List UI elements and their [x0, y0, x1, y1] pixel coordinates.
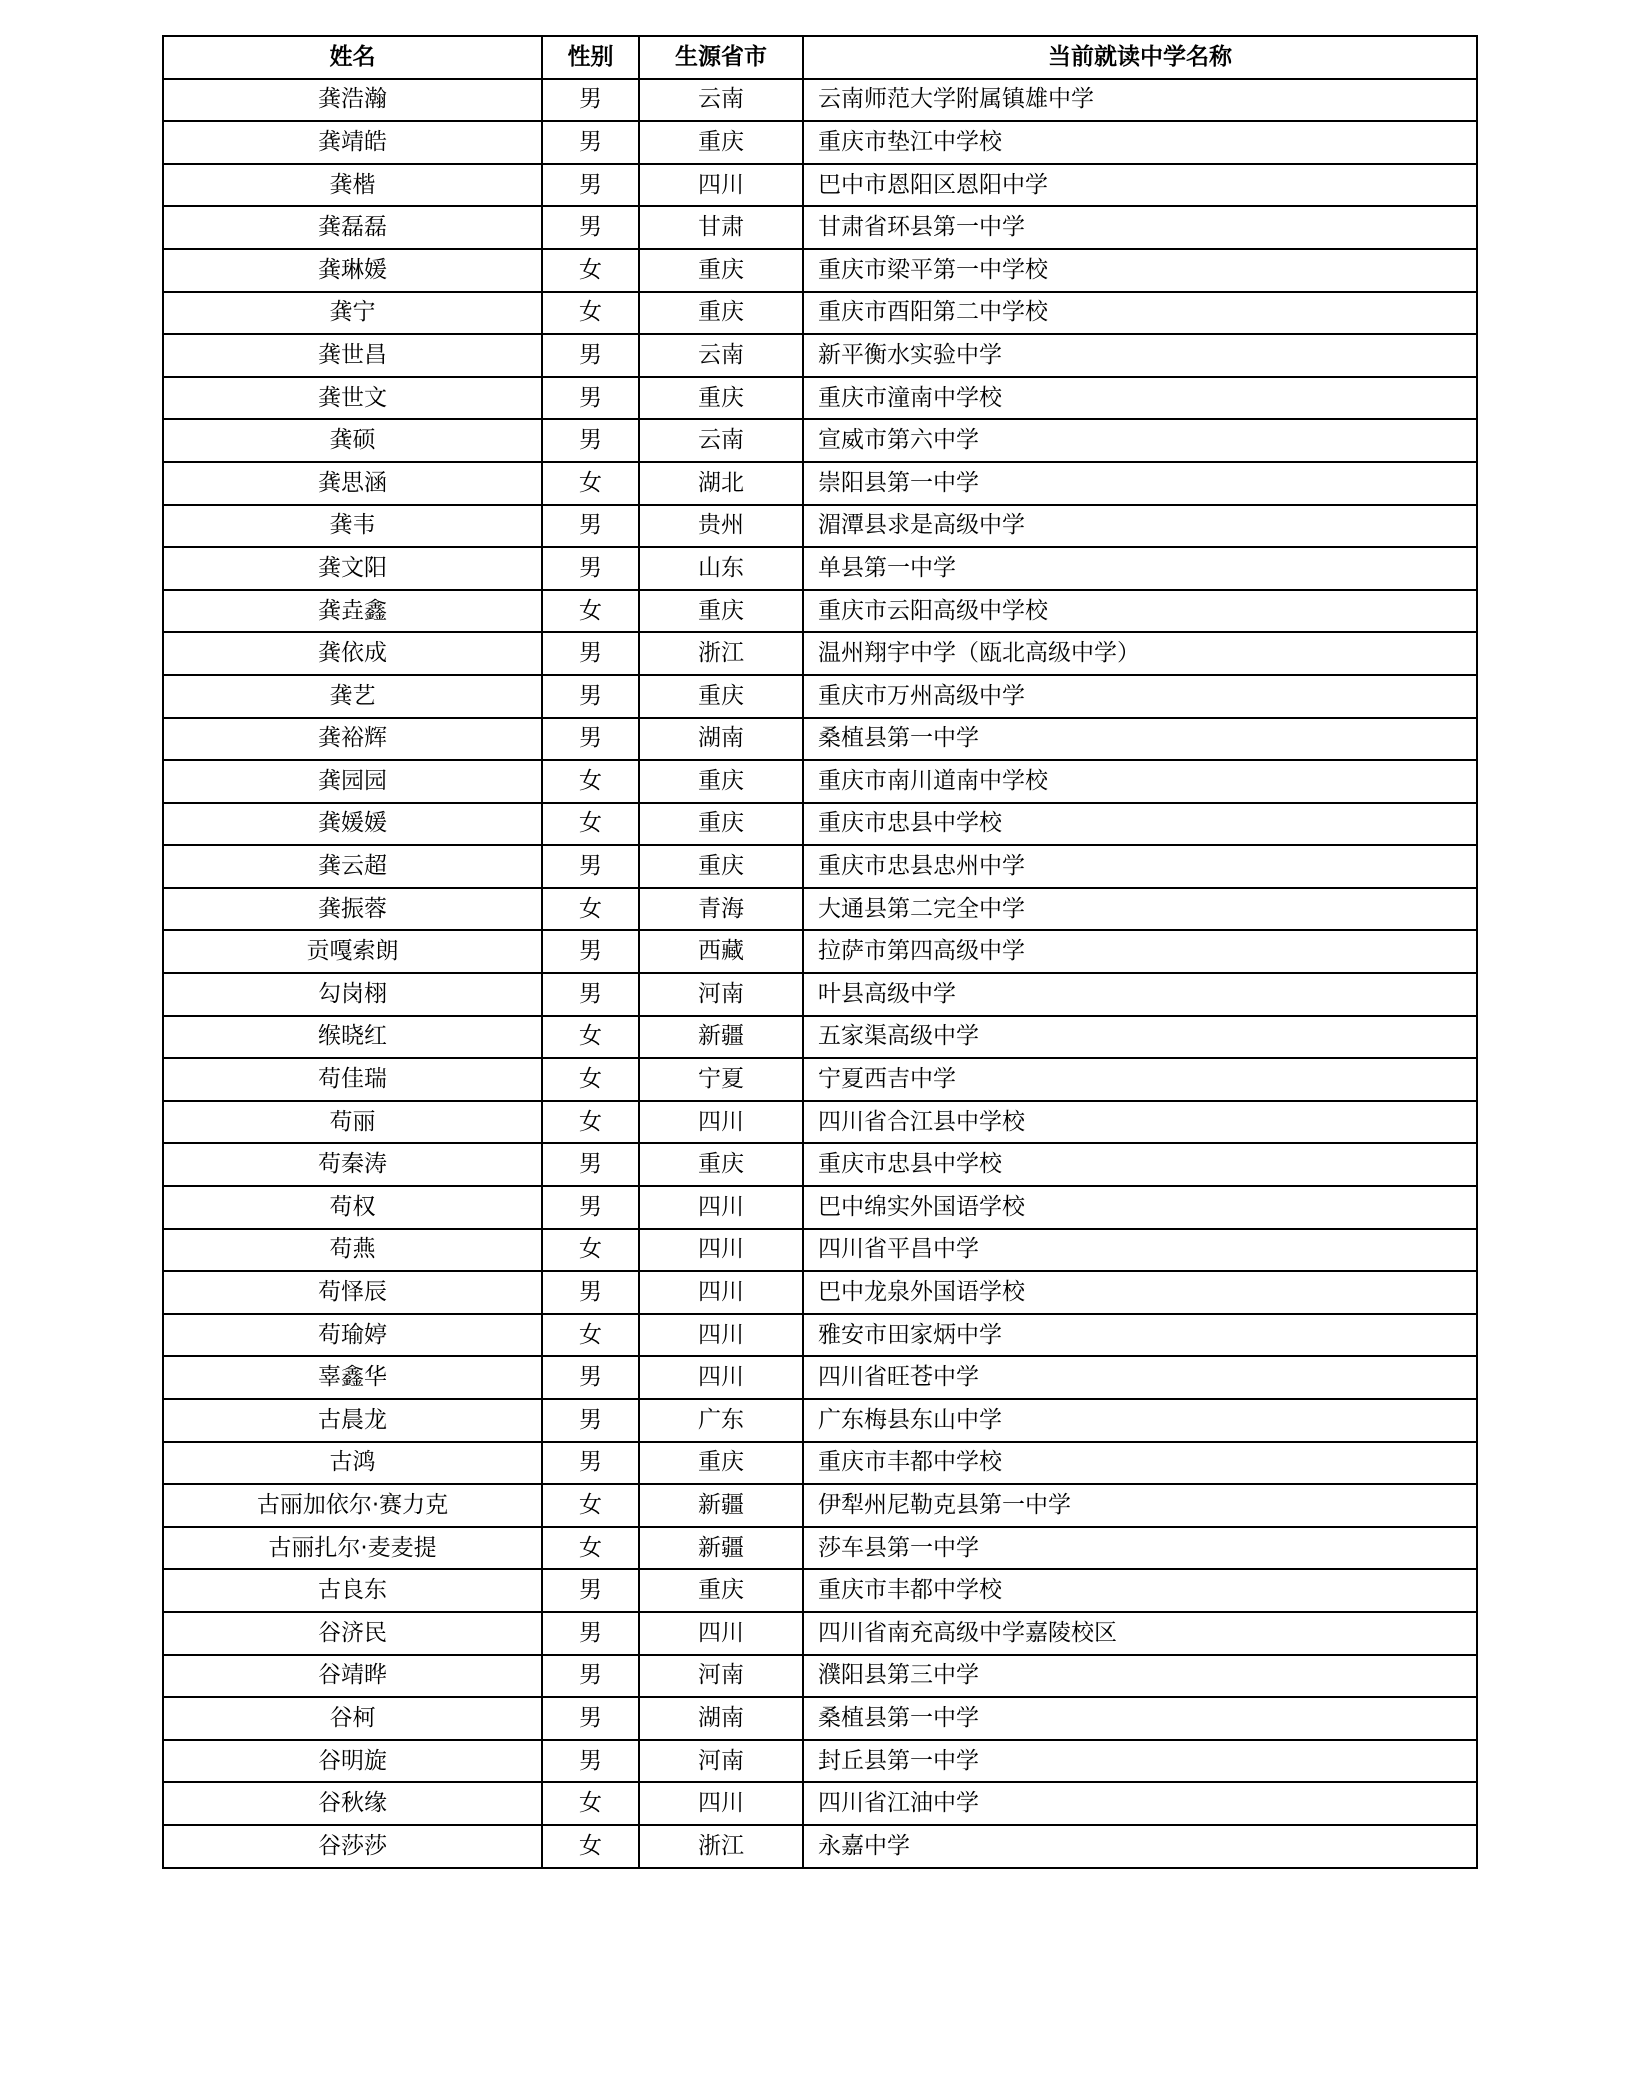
cell-name: 龚思涵 — [163, 462, 542, 505]
cell-gender: 男 — [542, 334, 639, 377]
cell-gender: 女 — [542, 803, 639, 846]
cell-province: 重庆 — [639, 845, 803, 888]
table-row — [163, 1569, 1477, 1612]
cell-gender: 男 — [542, 1569, 639, 1612]
cell-province: 重庆 — [639, 121, 803, 164]
cell-school: 重庆市云阳高级中学校 — [803, 590, 1477, 633]
cell-name: 龚媛媛 — [163, 803, 542, 846]
cell-name: 古丽加依尔·赛力克 — [163, 1484, 542, 1527]
cell-school: 濮阳县第三中学 — [803, 1655, 1477, 1698]
cell-province: 新疆 — [639, 1484, 803, 1527]
cell-gender: 女 — [542, 1825, 639, 1868]
table-row — [163, 1655, 1477, 1698]
cell-school: 重庆市酉阳第二中学校 — [803, 292, 1477, 335]
cell-school: 叶县高级中学 — [803, 973, 1477, 1016]
cell-province: 新疆 — [639, 1527, 803, 1570]
cell-gender: 女 — [542, 590, 639, 633]
cell-name: 辜鑫华 — [163, 1356, 542, 1399]
cell-name: 龚琳媛 — [163, 249, 542, 292]
cell-school: 单县第一中学 — [803, 547, 1477, 590]
cell-province: 四川 — [639, 1314, 803, 1357]
cell-province: 四川 — [639, 1782, 803, 1825]
table-row — [163, 547, 1477, 590]
cell-province: 湖南 — [639, 1697, 803, 1740]
cell-province: 重庆 — [639, 675, 803, 718]
cell-province: 广东 — [639, 1399, 803, 1442]
table-row — [163, 1484, 1477, 1527]
cell-name: 苟怿辰 — [163, 1271, 542, 1314]
cell-name: 龚园园 — [163, 760, 542, 803]
cell-gender: 男 — [542, 1143, 639, 1186]
cell-province: 山东 — [639, 547, 803, 590]
cell-province: 河南 — [639, 1740, 803, 1783]
table-body — [163, 79, 1477, 1868]
cell-gender: 男 — [542, 164, 639, 207]
table-row — [163, 1016, 1477, 1059]
table-row — [163, 121, 1477, 164]
cell-name: 龚楷 — [163, 164, 542, 207]
cell-province: 重庆 — [639, 292, 803, 335]
cell-gender: 男 — [542, 1186, 639, 1229]
cell-province: 浙江 — [639, 1825, 803, 1868]
cell-name: 古鸿 — [163, 1442, 542, 1485]
table-row — [163, 1442, 1477, 1485]
cell-gender: 女 — [542, 1101, 639, 1144]
cell-province: 四川 — [639, 164, 803, 207]
cell-name: 谷柯 — [163, 1697, 542, 1740]
cell-name: 勾岗栩 — [163, 973, 542, 1016]
cell-gender: 女 — [542, 1016, 639, 1059]
table-row — [163, 206, 1477, 249]
table-row — [163, 334, 1477, 377]
cell-school: 重庆市潼南中学校 — [803, 377, 1477, 420]
cell-gender: 男 — [542, 845, 639, 888]
table-row — [163, 249, 1477, 292]
cell-gender: 男 — [542, 377, 639, 420]
cell-name: 龚靖皓 — [163, 121, 542, 164]
cell-gender: 女 — [542, 1058, 639, 1101]
cell-gender: 女 — [542, 1229, 639, 1272]
cell-name: 龚宁 — [163, 292, 542, 335]
cell-gender: 男 — [542, 206, 639, 249]
cell-name: 龚韦 — [163, 505, 542, 548]
table-row — [163, 718, 1477, 761]
cell-name: 谷济民 — [163, 1612, 542, 1655]
table-row — [163, 888, 1477, 931]
table-row — [163, 1101, 1477, 1144]
cell-school: 重庆市丰都中学校 — [803, 1442, 1477, 1485]
cell-gender: 女 — [542, 292, 639, 335]
cell-name: 龚磊磊 — [163, 206, 542, 249]
cell-gender: 女 — [542, 1314, 639, 1357]
cell-gender: 男 — [542, 973, 639, 1016]
cell-province: 四川 — [639, 1229, 803, 1272]
header-province: 生源省市 — [639, 36, 803, 79]
cell-school: 崇阳县第一中学 — [803, 462, 1477, 505]
table-row — [163, 1399, 1477, 1442]
cell-name: 谷秋缘 — [163, 1782, 542, 1825]
cell-province: 重庆 — [639, 1569, 803, 1612]
cell-school: 四川省平昌中学 — [803, 1229, 1477, 1272]
cell-province: 河南 — [639, 1655, 803, 1698]
cell-school: 大通县第二完全中学 — [803, 888, 1477, 931]
cell-gender: 男 — [542, 718, 639, 761]
cell-province: 重庆 — [639, 249, 803, 292]
cell-name: 苟秦涛 — [163, 1143, 542, 1186]
cell-school: 巴中龙泉外国语学校 — [803, 1271, 1477, 1314]
table-row — [163, 803, 1477, 846]
cell-gender: 女 — [542, 760, 639, 803]
student-roster-table — [162, 35, 1478, 1869]
cell-name: 苟丽 — [163, 1101, 542, 1144]
cell-province: 四川 — [639, 1356, 803, 1399]
cell-school: 重庆市南川道南中学校 — [803, 760, 1477, 803]
cell-name: 龚文阳 — [163, 547, 542, 590]
cell-province: 四川 — [639, 1271, 803, 1314]
cell-gender: 男 — [542, 930, 639, 973]
header-name: 姓名 — [163, 36, 542, 79]
cell-school: 巴中市恩阳区恩阳中学 — [803, 164, 1477, 207]
table-row — [163, 505, 1477, 548]
cell-school: 永嘉中学 — [803, 1825, 1477, 1868]
cell-school: 封丘县第一中学 — [803, 1740, 1477, 1783]
cell-gender: 女 — [542, 462, 639, 505]
cell-school: 桑植县第一中学 — [803, 718, 1477, 761]
cell-province: 贵州 — [639, 505, 803, 548]
cell-school: 四川省旺苍中学 — [803, 1356, 1477, 1399]
cell-name: 龚裕辉 — [163, 718, 542, 761]
cell-school: 宣威市第六中学 — [803, 419, 1477, 462]
cell-school: 甘肃省环县第一中学 — [803, 206, 1477, 249]
table-row — [163, 590, 1477, 633]
cell-school: 雅安市田家炳中学 — [803, 1314, 1477, 1357]
cell-name: 龚垚鑫 — [163, 590, 542, 633]
cell-gender: 男 — [542, 1740, 639, 1783]
cell-province: 重庆 — [639, 760, 803, 803]
cell-school: 重庆市垫江中学校 — [803, 121, 1477, 164]
cell-school: 重庆市万州高级中学 — [803, 675, 1477, 718]
table-row — [163, 1697, 1477, 1740]
cell-school: 温州翔宇中学（瓯北高级中学） — [803, 632, 1477, 675]
cell-school: 巴中绵实外国语学校 — [803, 1186, 1477, 1229]
table-row — [163, 1186, 1477, 1229]
cell-name: 古丽扎尔·麦麦提 — [163, 1527, 542, 1570]
cell-name: 龚依成 — [163, 632, 542, 675]
cell-gender: 男 — [542, 505, 639, 548]
cell-name: 谷莎莎 — [163, 1825, 542, 1868]
cell-school: 四川省合江县中学校 — [803, 1101, 1477, 1144]
cell-province: 云南 — [639, 334, 803, 377]
cell-gender: 女 — [542, 249, 639, 292]
cell-name: 古晨龙 — [163, 1399, 542, 1442]
cell-school: 四川省南充高级中学嘉陵校区 — [803, 1612, 1477, 1655]
table-row — [163, 377, 1477, 420]
cell-province: 四川 — [639, 1101, 803, 1144]
cell-name: 苟瑜婷 — [163, 1314, 542, 1357]
cell-province: 湖北 — [639, 462, 803, 505]
cell-name: 龚云超 — [163, 845, 542, 888]
header-gender: 性别 — [542, 36, 639, 79]
header-school: 当前就读中学名称 — [803, 36, 1477, 79]
cell-gender: 男 — [542, 1271, 639, 1314]
header-row — [163, 36, 1477, 79]
table-row — [163, 845, 1477, 888]
cell-province: 四川 — [639, 1612, 803, 1655]
cell-gender: 女 — [542, 1484, 639, 1527]
cell-gender: 男 — [542, 121, 639, 164]
cell-name: 龚世昌 — [163, 334, 542, 377]
cell-gender: 女 — [542, 888, 639, 931]
cell-school: 湄潭县求是高级中学 — [803, 505, 1477, 548]
cell-school: 重庆市忠县忠州中学 — [803, 845, 1477, 888]
cell-province: 浙江 — [639, 632, 803, 675]
cell-name: 古良东 — [163, 1569, 542, 1612]
cell-school: 重庆市忠县中学校 — [803, 803, 1477, 846]
cell-school: 广东梅县东山中学 — [803, 1399, 1477, 1442]
cell-school: 重庆市梁平第一中学校 — [803, 249, 1477, 292]
cell-province: 云南 — [639, 79, 803, 122]
table-row — [163, 1143, 1477, 1186]
cell-school: 四川省江油中学 — [803, 1782, 1477, 1825]
cell-name: 龚硕 — [163, 419, 542, 462]
table-row — [163, 79, 1477, 122]
cell-school: 莎车县第一中学 — [803, 1527, 1477, 1570]
table-row — [163, 1825, 1477, 1868]
table-row — [163, 292, 1477, 335]
cell-province: 甘肃 — [639, 206, 803, 249]
cell-school: 重庆市丰都中学校 — [803, 1569, 1477, 1612]
cell-name: 龚艺 — [163, 675, 542, 718]
cell-school: 桑植县第一中学 — [803, 1697, 1477, 1740]
cell-name: 苟权 — [163, 1186, 542, 1229]
cell-province: 云南 — [639, 419, 803, 462]
cell-province: 重庆 — [639, 1442, 803, 1485]
cell-gender: 男 — [542, 1655, 639, 1698]
cell-province: 西藏 — [639, 930, 803, 973]
table-row — [163, 1527, 1477, 1570]
cell-province: 宁夏 — [639, 1058, 803, 1101]
cell-province: 重庆 — [639, 803, 803, 846]
table-row — [163, 1740, 1477, 1783]
table-row — [163, 675, 1477, 718]
cell-name: 谷靖晔 — [163, 1655, 542, 1698]
cell-province: 四川 — [639, 1186, 803, 1229]
cell-gender: 男 — [542, 1399, 639, 1442]
table-row — [163, 164, 1477, 207]
table-row — [163, 1058, 1477, 1101]
cell-school: 宁夏西吉中学 — [803, 1058, 1477, 1101]
cell-gender: 男 — [542, 419, 639, 462]
cell-gender: 男 — [542, 1442, 639, 1485]
cell-province: 湖南 — [639, 718, 803, 761]
table-row — [163, 419, 1477, 462]
cell-name: 龚浩瀚 — [163, 79, 542, 122]
cell-gender: 男 — [542, 675, 639, 718]
cell-gender: 女 — [542, 1782, 639, 1825]
cell-school: 云南师范大学附属镇雄中学 — [803, 79, 1477, 122]
table-row — [163, 632, 1477, 675]
table-row — [163, 973, 1477, 1016]
cell-name: 苟燕 — [163, 1229, 542, 1272]
cell-gender: 女 — [542, 1527, 639, 1570]
table-row — [163, 462, 1477, 505]
cell-gender: 男 — [542, 547, 639, 590]
table-row — [163, 1782, 1477, 1825]
cell-name: 缑晓红 — [163, 1016, 542, 1059]
cell-school: 伊犁州尼勒克县第一中学 — [803, 1484, 1477, 1527]
cell-province: 青海 — [639, 888, 803, 931]
cell-name: 谷明旋 — [163, 1740, 542, 1783]
table-row — [163, 1612, 1477, 1655]
cell-province: 重庆 — [639, 377, 803, 420]
table-row — [163, 1314, 1477, 1357]
table-row — [163, 1271, 1477, 1314]
cell-province: 河南 — [639, 973, 803, 1016]
cell-gender: 男 — [542, 632, 639, 675]
cell-gender: 男 — [542, 1612, 639, 1655]
cell-province: 重庆 — [639, 590, 803, 633]
cell-name: 龚世文 — [163, 377, 542, 420]
cell-gender: 男 — [542, 1697, 639, 1740]
table-row — [163, 1356, 1477, 1399]
table-row — [163, 1229, 1477, 1272]
cell-school: 重庆市忠县中学校 — [803, 1143, 1477, 1186]
cell-gender: 男 — [542, 1356, 639, 1399]
cell-province: 新疆 — [639, 1016, 803, 1059]
cell-school: 五家渠高级中学 — [803, 1016, 1477, 1059]
cell-name: 苟佳瑞 — [163, 1058, 542, 1101]
cell-name: 贡嘎索朗 — [163, 930, 542, 973]
cell-school: 新平衡水实验中学 — [803, 334, 1477, 377]
cell-name: 龚振蓉 — [163, 888, 542, 931]
table-row — [163, 760, 1477, 803]
cell-gender: 男 — [542, 79, 639, 122]
cell-province: 重庆 — [639, 1143, 803, 1186]
table-header — [163, 36, 1477, 79]
cell-school: 拉萨市第四高级中学 — [803, 930, 1477, 973]
table-row — [163, 930, 1477, 973]
